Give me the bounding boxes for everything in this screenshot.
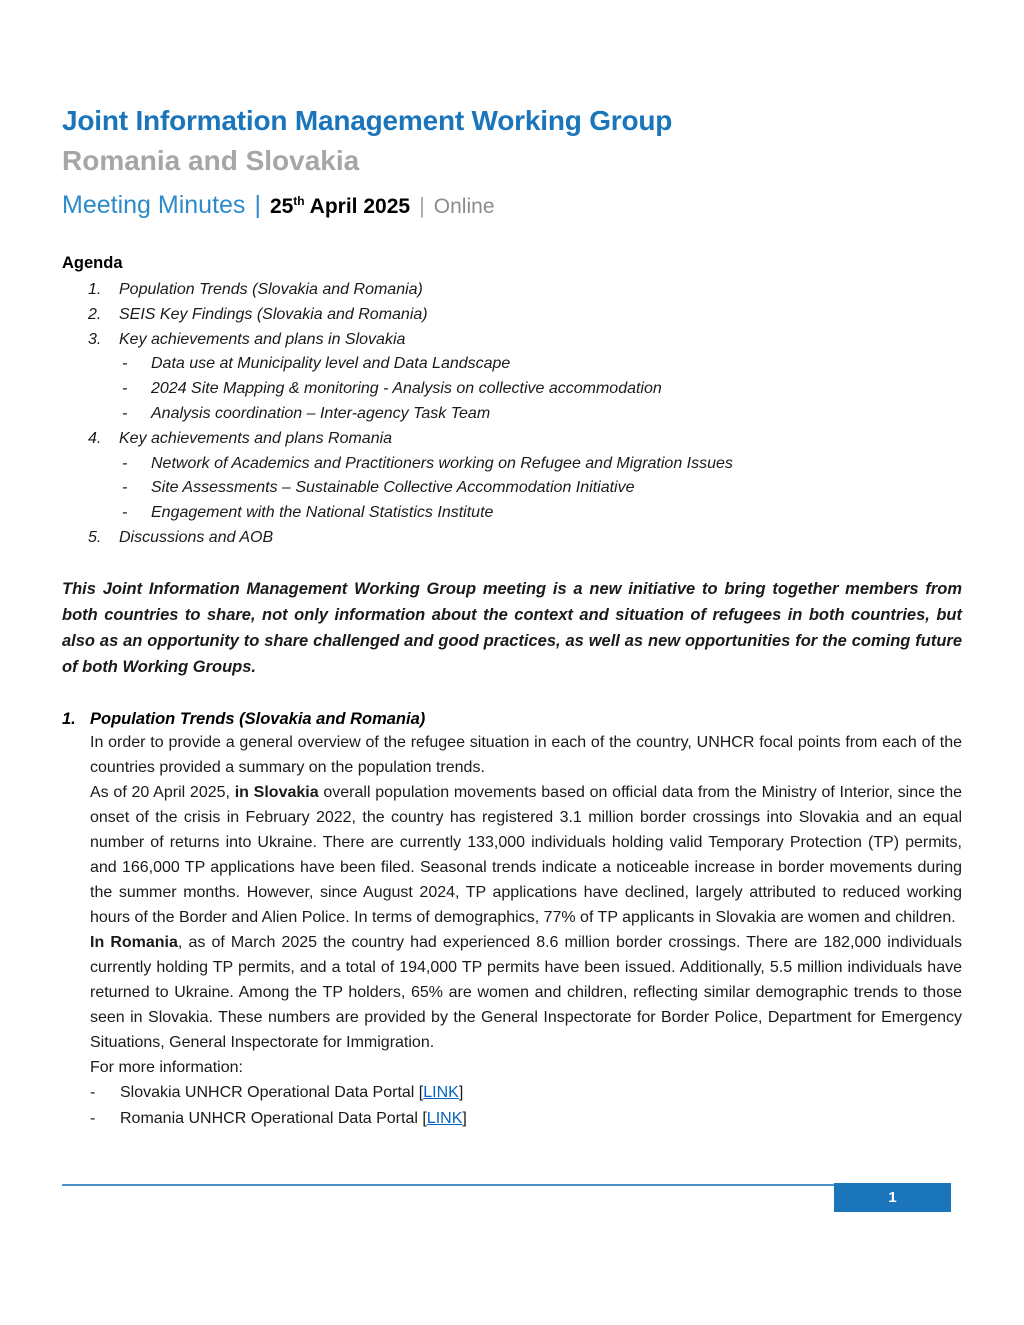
- agenda-subitem-dash: -: [122, 479, 128, 497]
- agenda-subitem-dash: -: [122, 454, 128, 472]
- bracket-close: ]: [458, 1083, 464, 1101]
- intro-paragraph: This Joint Information Management Working Group meeting is a new initiative to bring together members from both countries to share, not only information about the context and situation of refugees in both countries, but also as an opportunity to share challenged and good practices, as well as new opportunities for the coming future of both Working Groups.: [62, 579, 962, 676]
- agenda-subitem: [62, 501, 962, 526]
- agenda-item-label: SEIS Key Findings (Slovakia and Romania): [119, 305, 428, 323]
- page-title: Joint Information Management Working Group: [62, 105, 673, 136]
- agenda-subitem-dash: -: [122, 355, 128, 373]
- separator-pipe: |: [419, 193, 425, 218]
- agenda-item-number: 5.: [88, 528, 102, 546]
- agenda-item-number: 1.: [88, 281, 102, 298]
- more-information-label: For more information:: [90, 1058, 243, 1076]
- meeting-date: [270, 195, 410, 218]
- bracket-close: ]: [462, 1109, 467, 1127]
- agenda-item-label: Discussions and AOB: [119, 528, 274, 546]
- romania-bold-label: In Romania: [90, 933, 178, 951]
- slovakia-text-prefix: As of 20 April 2025,: [90, 783, 235, 801]
- agenda-item: [62, 303, 962, 328]
- agenda-item-number: 3.: [88, 330, 102, 348]
- agenda-subitem-label: Site Assessments – Sustainable Collective Accommodation Initiative: [151, 479, 635, 497]
- paragraph-overview: In order to provide a general overview of the refugee situation in each of the country, UNHCR focal points from each of the countries provided a summary on the population trends.: [90, 733, 962, 776]
- agenda-section: [62, 252, 962, 551]
- page-subtitle: Romania and Slovakia: [62, 145, 360, 176]
- agenda-subitem-label: Network of Academics and Practitioners working on Refugee and Migration Issues: [151, 454, 733, 472]
- date-month-year: April 2025: [304, 195, 411, 218]
- agenda-subitem: [62, 476, 962, 501]
- agenda-item-label: Key achievements and plans in Slovakia: [119, 330, 406, 348]
- agenda-subitem: [62, 377, 962, 402]
- agenda-subitem-dash: -: [122, 504, 128, 522]
- slovakia-portal-label: Slovakia UNHCR Operational Data Portal: [120, 1083, 419, 1101]
- agenda-item-label: Key achievements and plans Romania: [119, 429, 393, 447]
- section-title: Population Trends (Slovakia and Romania): [90, 709, 426, 728]
- agenda-item: [62, 427, 962, 452]
- link-item-dash: -: [90, 1083, 96, 1101]
- agenda-item: [62, 526, 962, 551]
- bracket-open: [: [422, 1109, 427, 1127]
- separator-pipe: |: [254, 191, 261, 219]
- paragraph-romania: [90, 930, 962, 1055]
- section-population-trends: [62, 708, 962, 1132]
- link-item-dash: -: [90, 1109, 96, 1127]
- list-item: [90, 1106, 962, 1132]
- agenda-subitem: [62, 402, 962, 427]
- bracket-open: [: [418, 1083, 424, 1101]
- agenda-subitem-dash: -: [122, 380, 128, 398]
- document-header: [62, 103, 962, 222]
- agenda-subitem-label: Engagement with the National Statistics Institute: [151, 504, 494, 522]
- agenda-subitem-label: 2024 Site Mapping & monitoring - Analysis on collective accommodation: [151, 380, 662, 398]
- meeting-meta-line: [62, 186, 962, 222]
- footer-divider-line: [62, 1184, 834, 1186]
- meeting-minutes-label: Meeting Minutes: [62, 191, 246, 219]
- agenda-item-number: 2.: [88, 305, 102, 323]
- agenda-subitem-label: Analysis coordination – Inter-agency Task Team: [151, 404, 491, 422]
- agenda-subitem-dash: -: [122, 404, 128, 422]
- date-ordinal-suffix: th: [293, 194, 305, 208]
- section-number: 1.: [62, 709, 76, 728]
- link-item-text: [120, 1080, 463, 1106]
- romania-text-rest: , as of March 2025 the country had experienced 8.6 million border crossings. There are 182,000 individuals currently holding TP permits, and a total of 194,000 TP permits have been issued. Additionally, 5.5 million individuals have returned to Ukraine. Among the TP holders, 65% are women and children, reflecting similar demographic trends to those seen in Slovakia. These numbers are provided by the General Inspectorate for Border Police, Department for Emergency Situations, General Inspectorate for Immigration.: [90, 933, 963, 1051]
- romania-data-portal-link[interactable]: LINK: [426, 1109, 463, 1127]
- agenda-heading: Agenda: [62, 254, 123, 272]
- link-item-text: [120, 1106, 467, 1132]
- date-day: 25: [269, 195, 294, 218]
- agenda-item: [62, 278, 962, 303]
- romania-portal-label: Romania UNHCR Operational Data Portal: [120, 1109, 423, 1127]
- agenda-item-number: 4.: [88, 429, 102, 447]
- list-item: [90, 1080, 962, 1106]
- paragraph-slovakia: [90, 780, 962, 930]
- agenda-item-label: Population Trends (Slovakia and Romania): [119, 281, 423, 298]
- page-number: 1: [888, 1189, 897, 1206]
- agenda-subitem: [62, 352, 962, 377]
- section-body: [90, 730, 962, 1132]
- agenda-subitem-label: Data use at Municipality level and Data Landscape: [151, 355, 511, 373]
- page-number-badge: [834, 1183, 951, 1212]
- agenda-item: [62, 328, 962, 353]
- slovakia-bold-label: in Slovakia: [234, 783, 319, 801]
- slovakia-text-rest: overall population movements based on official data from the Ministry of Interior, since the onset of the crisis in February 2022, the country has registered 3.1 million border crossings into Slovakia and an equal number of returns into Ukraine. There are currently 133,000 individuals holding valid Temporary Protection (TP) permits, and 166,000 TP applications have been filed. Seasonal trends indicate a noticeable increase in border movements during the summer months. However, since August 2024, TP applications have declined, largely attributed to reduced working hours of the Border and Alien Police. In terms of demographics, 77% of TP applicants in Slovakia are women and children.: [90, 783, 963, 926]
- agenda-subitem: [62, 452, 962, 477]
- slovakia-data-portal-link[interactable]: LINK: [423, 1083, 459, 1101]
- section-heading: [62, 708, 962, 730]
- meeting-location: Online: [433, 195, 495, 218]
